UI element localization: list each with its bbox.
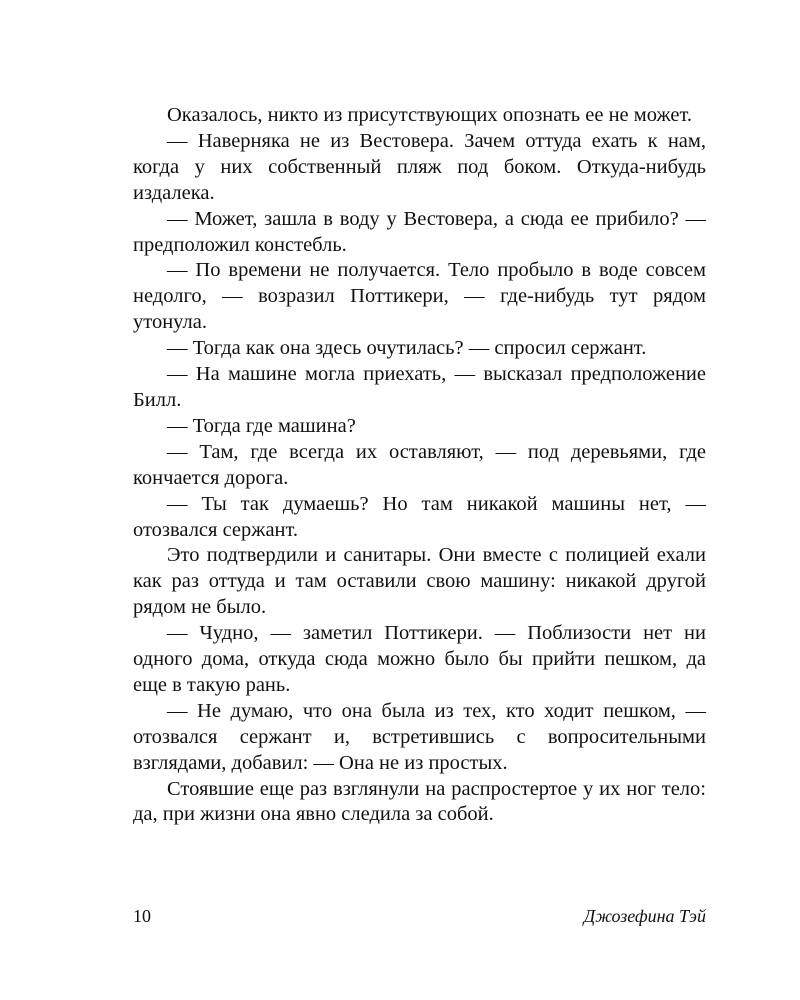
page-number: 10 [133, 906, 151, 926]
paragraph-10: Это подтвердили и санитары. Они вместе с полицией ехали как раз оттуда и там оставили свою машину: никакой другой рядом не было. [133, 544, 706, 619]
paragraph-4: — По времени не получается. Тело пробыло в воде совсем недолго, — возразил Поттикери, — где-нибудь тут рядом утонула. [133, 259, 706, 334]
paragraph-5: — Тогда как она здесь очутилась? — спросил сержант. [167, 337, 647, 360]
paragraph-3: — Может, зашла в воду у Вестовера, а сюда ее прибило? — предположил констебль. [133, 207, 706, 256]
body-text [133, 103, 706, 828]
paragraph-2: — Наверняка не из Вестовера. Зачем оттуда ехать к нам, когда у них собственный пляж под боком. Откуда-нибудь издалека. [133, 129, 706, 204]
paragraph-6: — На машине могла приехать, — высказал предположение Билл. [133, 363, 706, 411]
paragraph-1: Оказалось, никто из присутствующих опознать ее не может. [167, 104, 693, 126]
page-footer [133, 903, 706, 929]
paragraph-9: — Ты так думаешь? Но там никакой машины нет, — отозвался сержант. [133, 492, 706, 541]
paragraph-7: — Тогда где машина? [167, 414, 356, 437]
paragraph-8: — Там, где всегда их оставляют, — под деревьями, где кончается дорога. [133, 440, 706, 489]
running-title: Джозефина Тэй [583, 906, 706, 926]
paragraph-11: — Чудно, — заметил Поттикери. — Поблизости нет ни одного дома, откуда сюда можно было бы прийти пешком, да еще в такую рань. [133, 622, 706, 696]
paragraph-12: — Не думаю, что она была из тех, кто ходит пешком, — отозвался сержант и, встретившись с вопросительными взглядами, добавил: — Она не из простых. [133, 699, 706, 774]
paragraph-13: Стоявшие еще раз взглянули на распростертое у их ног тело: да, при жизни она явно следила за собой. [133, 777, 706, 826]
